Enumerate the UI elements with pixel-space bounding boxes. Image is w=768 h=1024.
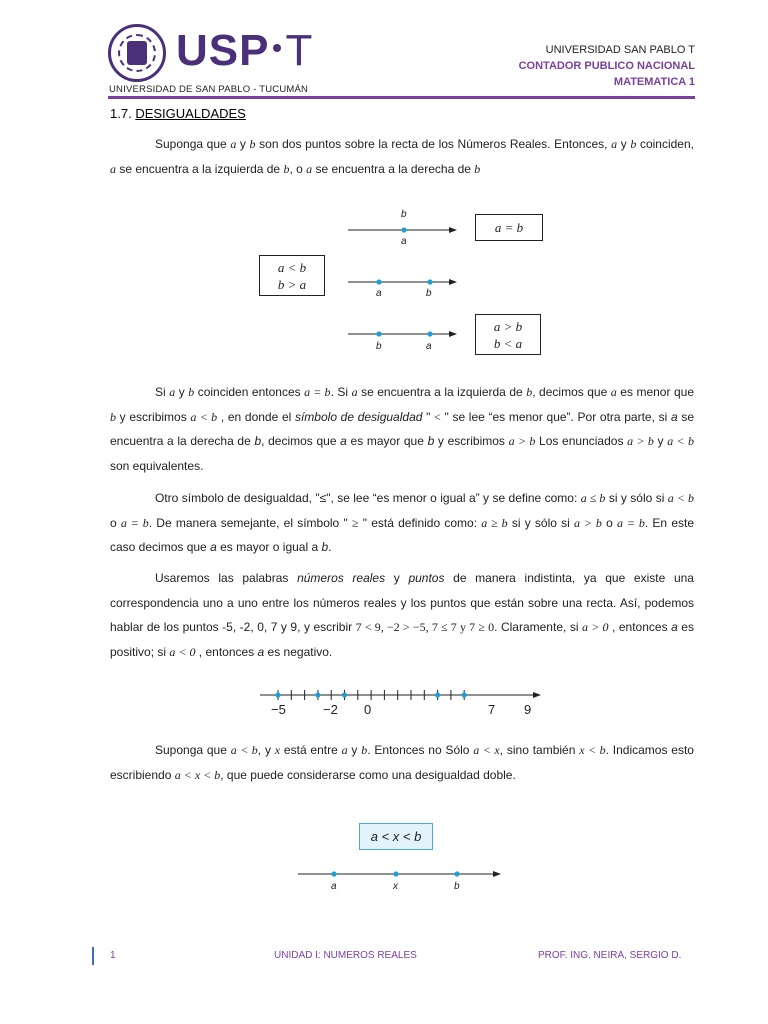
logo-subtitle: UNIVERSIDAD DE SAN PABLO - TUCUMÁN	[109, 84, 309, 95]
paragraph-intro: Suponga que a y b son dos puntos sobre la recta de los Números Reales. Entonces, a y b coinciden, a se encuentra a la izquierda de b, o a se encuentra a la derecha de b	[110, 137, 694, 176]
point-b	[376, 331, 381, 336]
footer-accent-bar	[92, 947, 94, 965]
marked-point	[275, 692, 280, 697]
tick-label-9: 9	[524, 702, 532, 717]
point-a	[331, 871, 336, 876]
tick-label-7: 7	[488, 702, 496, 717]
paragraph-real-numbers: Usaremos las palabras números reales y puntos de manera indistinta, ya que existe una correspondencia uno a uno entre los números reales y los puntos que están sobre una recta. Así, podemos hablar de los puntos -5, -2, 0, 7 y 9, y escribir 7 < 9, −2 > −5, 7 ≤ 7 y 7 ≥ 0. Claramente, si a > 0 , entonces a es positivo; si a < 0 , entonces a es negativo.	[110, 571, 694, 659]
box-less-than: a < b b > a	[259, 255, 325, 296]
point-b	[454, 871, 459, 876]
label-a: a	[331, 881, 337, 892]
marked-point	[462, 692, 467, 697]
figure-integer-number-line	[0, 684, 768, 724]
point-b	[427, 279, 432, 284]
page-number: 1	[110, 950, 116, 961]
point-a	[376, 279, 381, 284]
header-university: UNIVERSIDAD SAN PABLO T	[545, 44, 695, 56]
point-x	[393, 871, 398, 876]
label-b: b	[401, 209, 407, 220]
label-b: b	[426, 288, 432, 299]
figure-between-points	[0, 820, 768, 900]
label-a: a	[401, 236, 407, 247]
paragraph-less-equal: Otro símbolo de desigualdad, "≤", se lee “es menor o igual a” y se define como: a ≤ b si y sólo si a < b o a = b. De manera semejante, el símbolo " ≥ " está definido como: a ≥ b si y sólo si a > b o a = b. En este caso decimos que a es mayor o igual a b.	[110, 491, 694, 554]
paragraph-definitions: Si a y b coinciden entonces a = b. Si a se encuentra a la izquierda de b, decimos que a es menor que b y escribimos a < b , en donde el símbolo de desigualdad " < " se lee “es menor que”. Por otra parte, si a se encuentra a la derecha de b, decimos que a es mayor que b y escribimos a > b Los enunciados a > b y a < b son equivalentes.	[110, 385, 695, 473]
number-lines-diagram	[0, 205, 768, 370]
header-course: MATEMATICA 1	[613, 76, 695, 88]
point-ab	[401, 227, 406, 232]
label-x: x	[393, 881, 398, 892]
between-number-line	[0, 820, 768, 890]
header-career: CONTADOR PUBLICO NACIONAL	[518, 60, 695, 72]
tick-label-minus2: −2	[323, 702, 338, 717]
box-double-inequality: a < x < b	[359, 823, 433, 850]
label-a: a	[426, 341, 432, 352]
footer-unit: UNIDAD I: NUMEROS REALES	[274, 950, 417, 961]
marked-point	[315, 692, 320, 697]
footer-author: PROF. ING. NEIRA, SERGIO D.	[538, 950, 682, 961]
section-heading: 1.7. DESIGUALDADES	[110, 106, 246, 121]
box-equal: a = b	[475, 214, 543, 241]
point-a	[427, 331, 432, 336]
box-greater-than: a > b b < a	[475, 314, 541, 355]
figure-order-relations	[0, 205, 768, 370]
university-seal-logo	[108, 24, 166, 82]
paragraph-double-inequality: Suponga que a < b, y x está entre a y b. Entonces no Sólo a < x, sino también x < b. Indicamos esto escribiendo a < x < b, que puede considerarse como una desigualdad doble.	[110, 743, 694, 782]
marked-point	[342, 692, 347, 697]
usp-wordmark-logo: USP T	[176, 26, 314, 75]
integer-number-line	[0, 684, 768, 708]
label-a: a	[376, 288, 382, 299]
marked-point	[435, 692, 440, 697]
label-b: b	[454, 881, 460, 892]
tick-label-0: 0	[364, 702, 372, 717]
header-divider	[108, 96, 695, 99]
label-b: b	[376, 341, 382, 352]
tick-label-minus5: −5	[271, 702, 286, 717]
